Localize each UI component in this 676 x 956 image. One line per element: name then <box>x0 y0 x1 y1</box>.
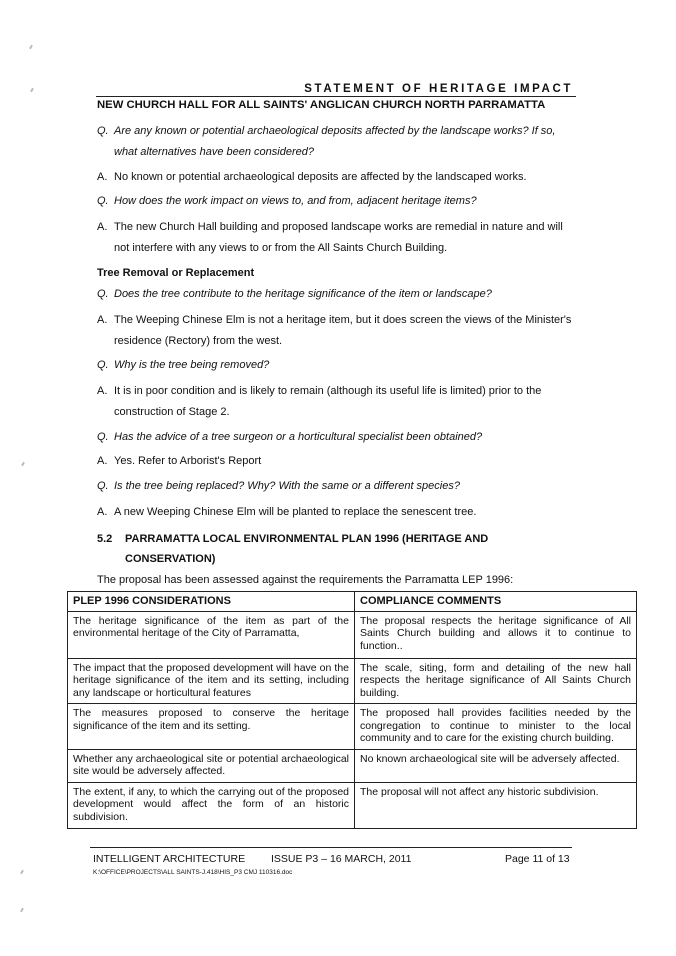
intro-text: The proposal has been assessed against the requirements the Parramatta LEP 1996: <box>97 574 514 586</box>
table-cell-consideration: The measures proposed to conserve the heritage significance of the item and its setting. <box>68 704 355 750</box>
answer-archaeological: A. No known or potential archaeological deposits are affected by the landscaped works. <box>97 171 527 183</box>
section-title-line2: CONSERVATION) <box>125 553 216 565</box>
question-archaeological: Q. Are any known or potential archaeological deposits affected by the landscape works? If so, what alternatives have been considered? <box>97 125 556 158</box>
table-row <box>68 782 637 828</box>
table-cell-compliance: The scale, siting, form and detailing of the new hall respects the heritage significance of All Saints Church building. <box>355 658 637 704</box>
table-cell-consideration: The impact that the proposed development will have on the heritage significance of the item and its setting, including any landscape or horticultural features <box>68 658 355 704</box>
footer-rule <box>90 847 572 848</box>
question-tree-removed: Q. Why is the tree being removed? <box>97 359 270 371</box>
answer-tree-contribution: A. The Weeping Chinese Elm is not a heritage item, but it does screen the views of the Minister's residence (Rectory) from the west. <box>97 314 572 347</box>
scan-mark <box>21 462 25 466</box>
table-header-compliance: COMPLIANCE COMMENTS <box>355 592 637 612</box>
table-cell-consideration: The heritage significance of the item as part of the environmental heritage of the City of Parramatta, <box>68 611 355 658</box>
scan-mark <box>20 870 24 874</box>
footer-company: INTELLIGENT ARCHITECTURE <box>93 853 246 865</box>
section-heading <box>97 529 488 569</box>
table-row <box>68 704 637 750</box>
table-header-row <box>68 592 637 612</box>
header-subtitle: NEW CHURCH HALL FOR ALL SAINTS' ANGLICAN CHURCH NORTH PARRAMATTA <box>97 99 546 111</box>
section-number: 5.2 <box>97 533 113 545</box>
question-views: Q. How does the work impact on views to, and from, adjacent heritage items? <box>97 195 477 207</box>
table-cell-consideration: The extent, if any, to which the carrying out of the proposed development would affect the form of an historic subdivision. <box>68 782 355 828</box>
table-row <box>68 749 637 782</box>
footer-page-number: Page 11 of 13 <box>505 853 570 865</box>
table-cell-consideration: Whether any archaeological site or potential archaeological site would be adversely affected. <box>68 749 355 782</box>
scan-mark <box>29 45 33 49</box>
tree-heading: Tree Removal or Replacement <box>97 267 255 279</box>
answer-tree-removed: A. It is in poor condition and is likely to remain (although its useful life is limited) prior to the construction of Stage 2. <box>97 385 542 418</box>
plep-considerations-table <box>67 591 637 829</box>
scan-mark <box>20 908 24 912</box>
table-header-considerations: PLEP 1996 CONSIDERATIONS <box>68 592 355 612</box>
question-tree-contribution: Q. Does the tree contribute to the heritage significance of the item or landscape? <box>97 288 492 300</box>
header-title: STATEMENT OF HERITAGE IMPACT <box>304 83 573 95</box>
footer-file-path: K:\OFFICE\PROJECTS\ALL SAINTS-J.418\HIS_P3 CMJ 110316.doc <box>93 869 293 876</box>
table-row <box>68 658 637 704</box>
question-tree-replaced: Q. Is the tree being replaced? Why? With the same or a different species? <box>97 480 460 492</box>
table-row <box>68 611 637 658</box>
table-cell-compliance: The proposed hall provides facilities needed by the congregation to continue to minister to the local community and to care for the existing church building. <box>355 704 637 750</box>
footer-issue: ISSUE P3 – 16 MARCH, 2011 <box>271 853 412 865</box>
answer-tree-surgeon: A. Yes. Refer to Arborist's Report <box>97 455 262 467</box>
answer-tree-replaced: A. A new Weeping Chinese Elm will be planted to replace the senescent tree. <box>97 506 477 518</box>
section-title-line1: PARRAMATTA LOCAL ENVIRONMENTAL PLAN 1996 (HERITAGE AND <box>125 533 489 545</box>
table-cell-compliance: No known archaeological site will be adversely affected. <box>355 749 637 782</box>
header-rule <box>96 96 576 97</box>
table-cell-compliance: The proposal will not affect any historic subdivision. <box>355 782 637 828</box>
question-tree-surgeon: Q. Has the advice of a tree surgeon or a horticultural specialist been obtained? <box>97 431 483 443</box>
table-cell-compliance: The proposal respects the heritage significance of All Saints Church building and allows it to continue to function.. <box>355 611 637 658</box>
answer-views: A. The new Church Hall building and proposed landscape works are remedial in nature and will not interfere with any views to or from the All Saints Church Building. <box>97 221 563 254</box>
